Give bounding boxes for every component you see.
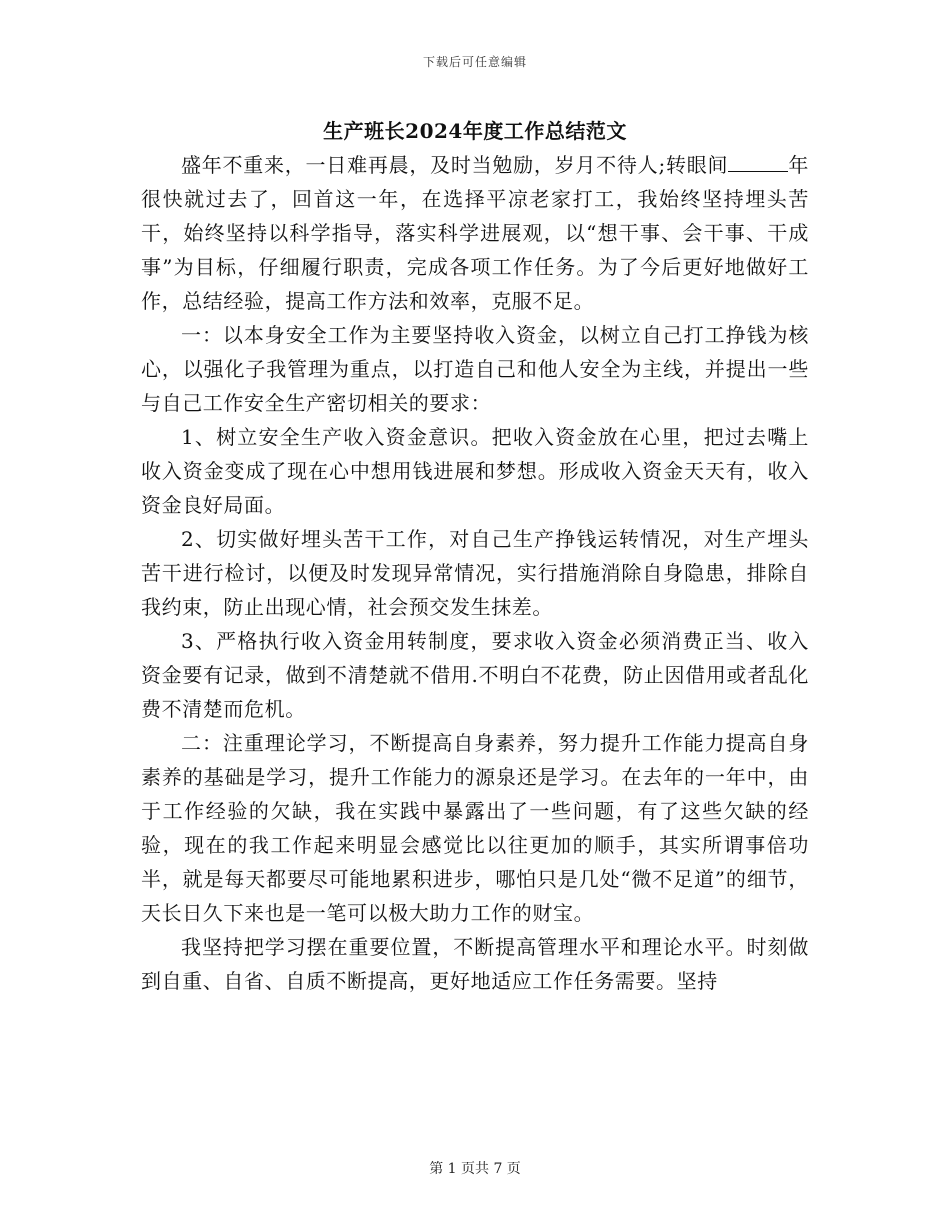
paragraph-intro xyxy=(141,148,809,318)
paragraph-item-3: 3、严格执行收入资金用转制度，要求收入资金必须消费正当、收入资金要有记录，做到不清楚就不借用.不明白不花费，防止因借用或者乱化费不清楚而危机。 xyxy=(141,629,809,721)
paragraph-section-one: 一：以本身安全工作为主要坚持收入资金，以树立自己打工挣钱为核心，以强化子我管理为重点，以打造自己和他人安全为主线，并提出一些与自己工作安全生产密切相关的要求： xyxy=(141,323,809,415)
fill-in-blank xyxy=(728,153,788,172)
paragraph-section-two: 二：注重理论学习，不断提高自身素养，努力提升工作能力提高自身素养的基础是学习，提升工作能力的源泉还是学习。在去年的一年中，由于工作经验的欠缺，我在实践中暴露出了一些问题，有了这些欠缺的经验，现在的我工作起来明显会感觉比以往更加的顺手，其实所谓事倍功半，就是每天都要尽可能地累积进步，哪怕只是几处“微不足道”的细节，天长日久下来也是一笔可以极大助力工作的财宝。 xyxy=(141,731,809,925)
paragraph-item-1: 1、树立安全生产收入资金意识。把收入资金放在心里，把过去嘴上收入资金变成了现在心中想用钱进展和梦想。形成收入资金天天有，收入资金良好局面。 xyxy=(141,425,809,517)
paragraph-item-2: 2、切实做好埋头苦干工作，对自己生产挣钱运转情况，对生产埋头苦干进行检讨，以便及时发现异常情况，实行措施消除自身隐患，排除自我约束，防止出现心情，社会预交发生抹差。 xyxy=(141,527,809,619)
document-body xyxy=(141,148,809,998)
page-number: 第 1 页共 7 页 xyxy=(429,1161,521,1177)
document-title: 生产班长2024年度工作总结范文 xyxy=(323,119,627,143)
paragraph-intro-text-before: 盛年不重来，一日难再晨，及时当勉励，岁月不待人;转眼间 xyxy=(181,153,729,177)
paragraph-intro-text-after: 年很快就过去了，回首这一年，在选择平凉老家打工，我始终坚持埋头苦干，始终坚持以科学指导，落实科学进展观，以“想干事、会干事、干成事”为目标，仔细履行职责，完成各项工作任务。为了今后更好地做好工作，总结经验，提高工作方法和效率，克服不足。 xyxy=(141,153,809,313)
paragraph-study: 我坚持把学习摆在重要位置，不断提高管理水平和理论水平。时刻做到自重、自省、自质不断提高，更好地适应工作任务需要。坚持 xyxy=(141,935,809,993)
header-note: 下载后可任意编辑 xyxy=(422,55,527,69)
